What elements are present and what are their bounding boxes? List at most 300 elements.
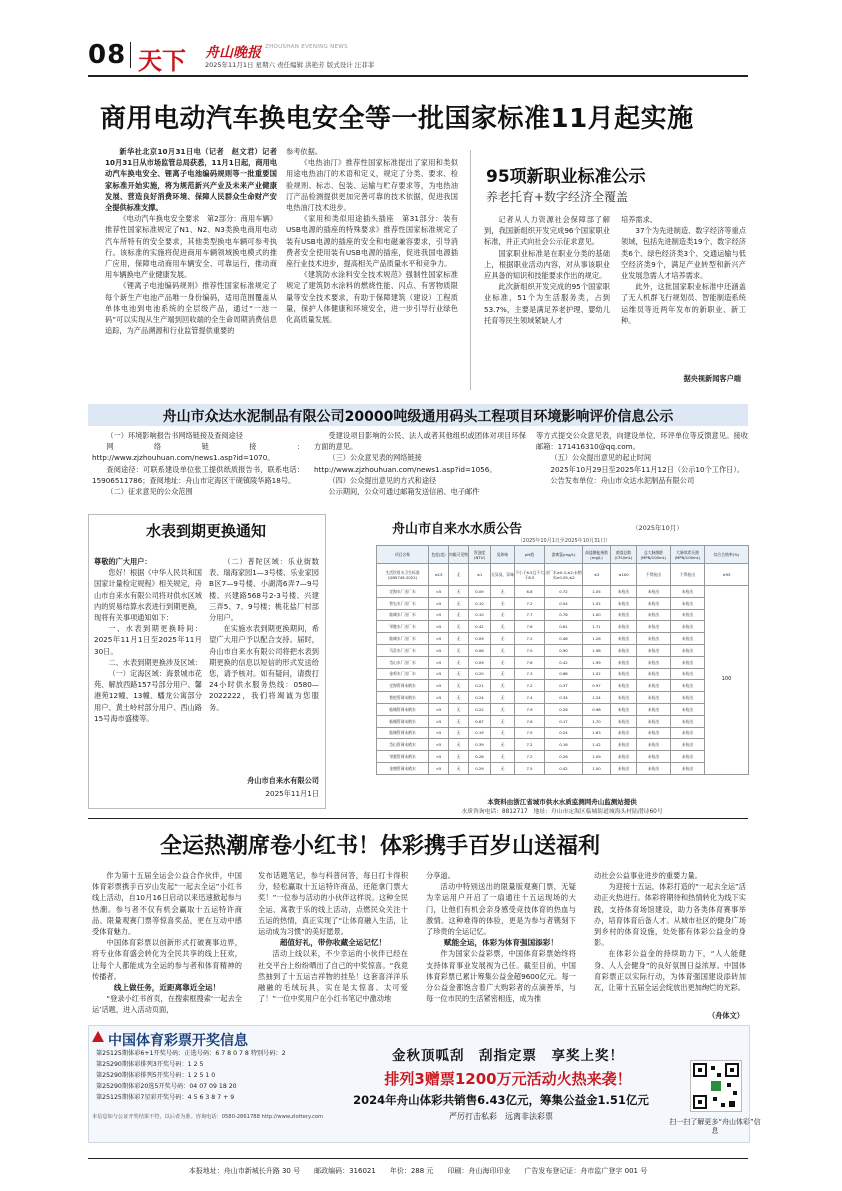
table-cell: 未检出 <box>671 680 705 692</box>
vocation-subtitle: 养老托育+数字经济全覆盖 <box>486 190 629 204</box>
paragraph: （二）征求意见的公众范围 <box>106 487 193 497</box>
table-header-cell: 大肠埃希氏菌(MPN/100mL) <box>671 546 705 564</box>
table-row <box>377 762 749 774</box>
table-cell: 临城水厂出厂水 <box>377 609 429 621</box>
table-cell: 无 <box>491 586 515 598</box>
paragraph <box>105 146 277 213</box>
sports-col3 <box>426 870 576 1020</box>
table-cell: 无 <box>491 621 515 633</box>
water-quality-table <box>376 545 749 775</box>
lottery-note: 本信息如与公证开奖结果不符，以后者为准。咨询电话：0580-2861788 http://www.zlottery.com <box>92 1114 324 1120</box>
paragraph: 2025年10月29日至2025年11月12日（公示10个工作日）。 <box>550 464 745 474</box>
table-cell: 1.00 <box>583 609 611 621</box>
table-cell: 0.42 <box>545 762 583 774</box>
notice-col3 <box>536 430 748 510</box>
table-cell: 未检出 <box>671 597 705 609</box>
paragraph: （二）普陀区域：乐业街数表、瑞海家园1—3号楼、乐业家园B区7—9号楼、小湖湾6弄7—9号楼、兴建路568号2-3号楼、兴建三弄5、7、9号楼；桃花盐厂村部分用户。 <box>209 557 319 623</box>
paragraph: 此外，这批国家职业标准中还涵盖了无人机群飞行规划员、智能制造系统运维员等近两年发布的新职业、新工种。 <box>621 282 746 325</box>
table-cell: 未检出 <box>671 586 705 598</box>
table-cell: 0.76 <box>545 609 583 621</box>
paragraph: 发布话题笔记，参与科普问答，每日打卡得积分，轻松赢取十五运特许商品，还能拿门票大奖！”一位参与活动的小伙伴这样说。这种全民全运、寓教于乐的线上活动，点燃民众关注十五运的热情，真正实现了“让体育融入生活，让运动成为习惯”的美好愿景。 <box>258 871 408 937</box>
table-cell: <5 <box>429 739 449 751</box>
table-cell: 未检出 <box>637 727 671 739</box>
table-cell: 未检出 <box>671 633 705 645</box>
paragraph: 国家职业标准是在职业分类的基础上，根据职业活动内容，对从事该职业应具备的知识和技能要求作出的规定。 <box>484 248 610 281</box>
table-cell: 0.46 <box>545 633 583 645</box>
table-cell: 无 <box>491 656 515 668</box>
paragraph-text: 新华社北京10月31日电（记者 赵文君）记者10月31日从市场监管总局获悉，11月1日起，商用电动汽车换电安全、锂离子电池编码规则等一批重要国家标准开始实施，将为规范新兴产业及未来产业健康发展、营造良好消费环境、保障人民群众生命财产安全提供标准支撑。 <box>105 147 277 213</box>
meter-col2 <box>209 556 319 776</box>
table-row <box>377 739 749 751</box>
promo-headline: 排列3赠票1200万元活动火热来袭！ <box>384 1070 632 1088</box>
table-cell: 未检出 <box>637 586 671 598</box>
table-cell: 7.2 <box>515 680 545 692</box>
table-cell: 定海水厂出厂水 <box>377 586 429 598</box>
table-cell: 0.42 <box>545 656 583 668</box>
table-cell: 未检出 <box>637 739 671 751</box>
paragraph: 查阅途径：可联系建设单位张工提供纸质报告书，联系电话：15906511786；查阅地址：舟山市定海区干砚镇陵华路18号。 <box>92 464 304 485</box>
standard-cell: 生活饮用水卫生标准(GB5749-2022) <box>377 564 429 586</box>
lottery-result-line: 第25290期体彩排列3开奖号码：1 2 5 <box>96 1061 204 1068</box>
table-cell: 0.72 <box>545 586 583 598</box>
water-quality-contact: 水质咨询电话：8812717 地址：舟山市定海区临城街道城海头村陆潜诗60号 <box>461 809 663 815</box>
paragraph: 《家用和类似用途插头插座 第31部分：装有USB电源的插座的特殊要求》推荐性国家标准规定了装有USB电源的插座的安全和电磁兼容要求，引导消费者安全使用装有USB电源的插座，促进我国电源插座行业技术进步，提高相关产品质量水平和竞争力。 <box>286 214 458 269</box>
table-cell: 未检出 <box>637 680 671 692</box>
table-cell: 普陀管网末梢水 <box>377 692 429 704</box>
table-cell: <5 <box>429 656 449 668</box>
table-cell: <5 <box>429 715 449 727</box>
table-cell: 未检出 <box>637 751 671 763</box>
table-cell: 未检出 <box>671 668 705 680</box>
lottery-result-line: 第25290期体彩排列5开奖号码：1 2 5 1 0 <box>96 1072 216 1079</box>
table-cell: 7.5 <box>515 762 545 774</box>
table-cell: <5 <box>429 680 449 692</box>
paragraph: 《电动汽车换电安全要求 第2部分：商用车辆》推荐性国家标准规定了N1、N2、N3类换电商用电动汽车所特有的安全要求，其他类型换电车辆可参考执行。该标准的实施将促进商用车辆领域换电模式的推广应用，保障电动商用车辆安全、可靠运行，推动商用车辆换电产业健康发展。 <box>105 214 277 280</box>
table-cell: 无 <box>449 751 469 763</box>
table-header-cell: 色度(度) <box>429 546 449 564</box>
table-row <box>377 656 749 668</box>
paragraph: 作为国家公益彩票，中国体育彩票始终将支持体育事业发展视为己任。截至目前，中国体育彩票已累计筹集公益金超9600亿元。每一分公益金都饱含着广大购彩者的点滴善举，与每一位市民的生活紧密相连，成为推 <box>426 949 576 1004</box>
table-cell: 0.98 <box>583 703 611 715</box>
meter-signer: 舟山市自来水有限公司 <box>247 776 319 785</box>
table-cell: 岱山水厂出厂水 <box>377 656 429 668</box>
subheading: 赋能全运，体彩为体育强国添彩！ <box>444 938 558 948</box>
table-cell: <5 <box>429 597 449 609</box>
water-quality-month: （2025年10月） <box>632 524 683 532</box>
paragraph: 中国体育彩票以创新形式打破赛事边界，将专业体育盛会转化为全民共享的线上狂欢，让每个人都能成为全运的参与者和体育精神的传播者。 <box>92 938 242 981</box>
vocation-col2 <box>621 214 746 372</box>
paragraph: 尊敬的广大用户： <box>94 557 152 566</box>
table-cell: 未检出 <box>611 597 637 609</box>
table-row <box>377 644 749 656</box>
table-cell: 7.2 <box>515 597 545 609</box>
table-row <box>377 680 749 692</box>
paragraph: （三）公众意见表的网络链接 <box>328 453 422 463</box>
table-cell: 未检出 <box>611 633 637 645</box>
table-cell: <5 <box>429 609 449 621</box>
table-cell: 0.67 <box>469 715 491 727</box>
footer-info: 本报地址：舟山市新城长升路 30 号 邮政编码：316021 年价：288 元 印刷：舟山海印印业 广告发布登记证：舟市监广登字 001 号 <box>188 1167 648 1175</box>
table-cell: 0.10 <box>469 609 491 621</box>
standard-cell: 不得检出 <box>671 564 705 586</box>
standard-cell: 不小于6.5且不大于8.5 <box>515 564 545 586</box>
standard-cell: ≤1 <box>469 564 491 586</box>
paragraph: （一）定海区域：海景城市花苑、解放西路157号部分用户、馨港苑12幢、13幢、蟠龙公寓部分用户、黄土岭村部分用户、西山路15号海市盛楼等。 <box>94 669 202 723</box>
paragraph: “登录小红书首页，在搜索框搜索‘一起去全运’话题，进入活动页面， <box>92 994 242 1015</box>
table-cell: 未检出 <box>637 692 671 704</box>
overall-rate-cell: 100 <box>705 586 749 775</box>
table-cell: 无 <box>491 692 515 704</box>
subheading: 线上做任务，近距离靠近全运！ <box>113 983 221 993</box>
vocation-headline: 95项新职业标准公示 <box>486 167 646 187</box>
table-cell: 未检出 <box>671 656 705 668</box>
table-cell: 未检出 <box>671 715 705 727</box>
table-cell: 7.2 <box>515 633 545 645</box>
page-number: 08 <box>88 40 127 70</box>
notice-banner <box>88 404 748 426</box>
notice-title: 舟山市众达水泥制品有限公司20000吨级通用码头工程项目环境影响评价信息公示 <box>162 409 674 425</box>
table-row <box>377 703 749 715</box>
table-row <box>377 621 749 633</box>
table-cell: 未检出 <box>671 762 705 774</box>
table-cell: 未检出 <box>637 668 671 680</box>
paragraph: 作为第十五届全运会公益合作伙伴，中国体育彩票携手百岁山发起“一起去全运”小红书线上活动，自10月16日启动以来迅速掀起参与热潮。参与者不仅有机会赢取十五运特许商品、限量观赛门票等惊喜奖品，更在互动中感受体育魅力。 <box>92 871 242 937</box>
table-cell: 0.10 <box>469 597 491 609</box>
table-cell: 1.09 <box>583 751 611 763</box>
qr-code-icon <box>690 1060 742 1112</box>
table-cell: 新城管网末梢水 <box>377 715 429 727</box>
table-cell: 7.6 <box>515 656 545 668</box>
table-cell: 马岙水厂出厂水 <box>377 644 429 656</box>
table-cell: 0.37 <box>545 680 583 692</box>
standard-cell: 无 <box>449 564 469 586</box>
paragraph: 在体彩公益金的持续助力下，“人人能健身、人人会健身”的良好氛围日益浓厚。中国体育彩票正以实际行动，为体育强国建设添砖加瓦，让第十五届全运会绽放出更加绚烂的光彩。 <box>594 949 746 993</box>
sports-source: （舟体文） <box>708 1011 744 1020</box>
table-cell: 未检出 <box>611 644 637 656</box>
table-cell: 无 <box>449 692 469 704</box>
table-row <box>377 586 749 598</box>
table-cell: <5 <box>429 668 449 680</box>
meter-col1 <box>94 556 202 802</box>
section-name: 天下 <box>138 47 186 75</box>
table-cell: 营屯水厂出厂水 <box>377 597 429 609</box>
table-cell: 未检出 <box>637 656 671 668</box>
table-cell: 临城水厂出厂水 <box>377 633 429 645</box>
table-cell: 0.26 <box>545 751 583 763</box>
table-header-cell: pH值 <box>515 546 545 564</box>
table-cell: 无 <box>491 727 515 739</box>
table-cell: 0.09 <box>469 656 491 668</box>
table-cell: 7.6 <box>515 715 545 727</box>
table-header-cell: 总大肠菌群(MPN/100mL) <box>637 546 671 564</box>
table-cell: 无 <box>491 597 515 609</box>
paragraph: 一、水表到期更换時间：2025年11月1日至2025年11月30日。 <box>94 624 202 656</box>
table-cell: 未检出 <box>611 586 637 598</box>
vocation-col1 <box>484 214 610 394</box>
promo-slogan: 金秋顶呱刮 刮指定票 享奖上奖！ <box>392 1048 624 1064</box>
table-cell: <5 <box>429 633 449 645</box>
table-cell: 临城管网末梢水 <box>377 727 429 739</box>
paragraph: 二、水表到期更换涉及区域： <box>108 657 202 667</box>
table-row <box>377 633 749 645</box>
table-cell: 未检出 <box>611 751 637 763</box>
table-cell: 无 <box>449 680 469 692</box>
table-cell: 无 <box>449 715 469 727</box>
table-body <box>377 564 749 775</box>
table-cell: 金鸡水厂出厂水 <box>377 668 429 680</box>
table-cell: 1.71 <box>583 621 611 633</box>
table-cell: 岑港水厂出厂水 <box>377 621 429 633</box>
lottery-result-line: 第25290期体彩20选5开奖号码：04 07 09 18 20 <box>96 1083 237 1090</box>
table-cell: 0.19 <box>469 727 491 739</box>
table-cell: 无 <box>449 633 469 645</box>
sports-col2 <box>258 870 408 1020</box>
table-cell: 无 <box>449 597 469 609</box>
standard-cell: ≥95 <box>705 564 749 586</box>
table-cell: <5 <box>429 644 449 656</box>
table-cell: 7.4 <box>515 692 545 704</box>
table-cell: 无 <box>449 621 469 633</box>
table-cell: 0.20 <box>469 668 491 680</box>
paragraph: （四）公众提出意见的方式和途径 <box>328 475 437 485</box>
table-cell: 无 <box>449 586 469 598</box>
table-cell: 无 <box>491 633 515 645</box>
table-header-cell: 菌落总数(CFU/mL) <box>611 546 637 564</box>
table-cell: 7.6 <box>515 621 545 633</box>
table-cell: 未检出 <box>671 703 705 715</box>
table-cell: 未检出 <box>671 692 705 704</box>
table-cell: 0.17 <box>545 715 583 727</box>
paragraph: 37个为先进制造、数字经济等重点领域，包括先进制造类19个、数字经济类6个、绿色经济类3个、交通运输与低空经济类9个，满足产业转型和新兴产业发展急需人才培养需求。 <box>621 226 746 281</box>
table-cell: 0.09 <box>469 633 491 645</box>
table-header-cell: 浑浊度(NTU) <box>469 546 491 564</box>
table-cell: 未检出 <box>637 703 671 715</box>
sports-headline: 全运热潮席卷小红书！体彩携手百岁山送福利 <box>160 834 601 859</box>
table-cell: 7.2 <box>515 751 545 763</box>
table-row <box>377 609 749 621</box>
paragraph: （一）环境影响报告书网络链接及查阅途径 <box>106 431 243 440</box>
table-cell: 无 <box>449 727 469 739</box>
table-cell: 无 <box>449 656 469 668</box>
table-row <box>377 751 749 763</box>
paragraph: 公告发布单位：舟山市众达水泥制品有限公司 <box>550 475 695 485</box>
table-cell: 未检出 <box>637 762 671 774</box>
table-cell: 1.05 <box>583 586 611 598</box>
table-cell: <5 <box>429 703 449 715</box>
table-cell: 0.61 <box>545 621 583 633</box>
table-cell: 1.99 <box>583 656 611 668</box>
table-header-cell: 肉眼可见物 <box>449 546 469 564</box>
table-cell: 无 <box>449 644 469 656</box>
table-cell: 1.70 <box>583 715 611 727</box>
table-cell: 未检出 <box>637 715 671 727</box>
paragraph: 网 络 链 接 ：http://www.zjzhouhuan.com/news1.asp?id=1070。 <box>92 442 304 463</box>
table-cell: 1.63 <box>583 727 611 739</box>
meter-date: 2025年11月1日 <box>265 789 319 798</box>
table-cell: 未检出 <box>671 751 705 763</box>
standard-cell: 无异臭、异味 <box>491 564 515 586</box>
paragraph: 为迎接十五运，体彩打造的“一起去全运”活动正火热进行。体彩将期待和热情转化为线下实践，支持体育场馆建设，助力各类体育赛事举办，培育体育后备人才。从城市社区的健身广场到乡村的体育设施，处处都有体彩公益金的身影。 <box>594 882 746 948</box>
table-cell: <5 <box>429 762 449 774</box>
table-cell: 无 <box>491 609 515 621</box>
table-cell: 未检出 <box>611 680 637 692</box>
table-cell: 0.97 <box>583 680 611 692</box>
table-cell: 无 <box>491 703 515 715</box>
lottery-result-line: 第25125期体彩6+1开奖号码：正选号码：6 7 8 0 7 8 特别号码：2 <box>96 1050 286 1057</box>
subheading: 超值好礼，带你收藏全运记忆！ <box>279 938 387 948</box>
table-cell: 岑港管网末梢水 <box>377 751 429 763</box>
table-cell: 7.7 <box>515 609 545 621</box>
table-cell: 定海管网末梢水 <box>377 680 429 692</box>
table-cell: 岱山管网末梢水 <box>377 739 429 751</box>
standard-cell: 不得检出 <box>637 564 671 586</box>
table-cell: 6.8 <box>515 586 545 598</box>
table-row <box>377 597 749 609</box>
paragraph: 《建筑防水涂料安全技术规范》强制性国家标准规定了建筑防水涂料的燃烧性能、闪点、有害物质限量等安全技术要求，有助于保障建筑（建设）工程质量，保护人体健康和环境安全，进一步引导行业绿色化高质量发展。 <box>286 270 458 325</box>
table-cell: <5 <box>429 621 449 633</box>
promo-warning: 严厉打击私彩 远离非法彩票 <box>449 1112 553 1121</box>
table-cell: 无 <box>449 739 469 751</box>
standard-cell: 出厂水≥0.3,≤2;末梢水≥0.05,≤2 <box>545 564 583 586</box>
table-cell: 未检出 <box>611 703 637 715</box>
table-cell: 1.58 <box>583 644 611 656</box>
table-cell: 未检出 <box>611 715 637 727</box>
main-headline: 商用电动汽车换电安全等一批国家标准11月起实施 <box>100 104 694 134</box>
sports-col4 <box>594 870 746 1010</box>
paragraph: 参考依据。 <box>286 147 322 156</box>
table-cell: 无 <box>491 739 515 751</box>
paragraph: 受建设项目影响的公民、法人或者其他组织或团体对项目环保方面的意见。 <box>314 431 526 452</box>
table-header-cell: 综合合格率(%) <box>705 546 749 564</box>
paragraph: 分享道。 <box>426 871 455 880</box>
table-cell: 未检出 <box>611 656 637 668</box>
table-cell: 0.22 <box>469 703 491 715</box>
water-quality-title: 舟山市自来水水质公告 <box>392 522 523 537</box>
table-cell: 未检出 <box>637 621 671 633</box>
table-cell: 未检出 <box>637 644 671 656</box>
table-cell: 未检出 <box>671 621 705 633</box>
table-cell: 7.9 <box>515 703 545 715</box>
table-cell: 0.28 <box>469 751 491 763</box>
table-cell: 未检出 <box>611 739 637 751</box>
table-row <box>377 715 749 727</box>
main-article-col2 <box>286 146 458 400</box>
table-cell: 无 <box>491 715 515 727</box>
table-cell: 未检出 <box>611 727 637 739</box>
sports-col1 <box>92 870 242 1020</box>
main-article-col1 <box>105 146 277 400</box>
standard-cell: ≤15 <box>429 564 449 586</box>
table-cell: 未检出 <box>671 739 705 751</box>
paragraph: 等方式提交公众意见表，向建设单位、环评单位等反馈意见。接收邮箱：171416310@qq.com。 <box>536 431 748 452</box>
notice-col1 <box>92 430 304 510</box>
table-cell: 1.24 <box>583 692 611 704</box>
table-cell: 无 <box>449 703 469 715</box>
table-header-row <box>377 546 749 564</box>
masthead-logo: 舟山晚报 <box>205 45 261 61</box>
paragraph: 《电热油汀》推荐性国家标准提出了家用和类似用途电热油汀的术语和定义，规定了分类、要求、检验规则、标志、包装、运输与贮存要求等，为电热油汀产品检测提供更加完善可靠的技术依据，促进我国电热油汀技术进步。 <box>286 158 458 213</box>
water-quality-period: （2025年10月1日至2025年10月31日） <box>517 538 611 544</box>
table-cell: 1.02 <box>583 668 611 680</box>
table-cell: <5 <box>429 586 449 598</box>
table-cell: 1.42 <box>583 739 611 751</box>
table-cell: 0.24 <box>545 727 583 739</box>
table-cell: 7.2 <box>515 739 545 751</box>
table-cell: 0.21 <box>469 680 491 692</box>
lottery-logo-icon <box>92 1031 104 1042</box>
header-rule <box>88 75 748 77</box>
table-cell: <5 <box>429 727 449 739</box>
table-cell: 0.16 <box>545 739 583 751</box>
table-header-cell: 高锰酸盐指数(mg/L) <box>583 546 611 564</box>
lottery-title: 中国体育彩票开奖信息 <box>108 1033 248 1049</box>
table-cell: 未检出 <box>671 644 705 656</box>
table-cell: 无 <box>449 668 469 680</box>
notice-col2 <box>314 430 526 510</box>
table-cell: 1.26 <box>583 633 611 645</box>
standard-cell: ≤100 <box>611 564 637 586</box>
qr-caption: 扫一扫了解更多“舟山体彩”信息 <box>669 1118 761 1135</box>
paragraph: 记者从人力资源社会保障部了解到，我国新组织开发完成96个国家职业标准，并正式向社会公示征求意见。 <box>484 215 610 247</box>
table-cell: 1.00 <box>583 762 611 774</box>
table-cell: 临城管网末梢水 <box>377 703 429 715</box>
paragraph: 活动上线以来，不少幸运的小伙伴已经在社交平台上纷纷晒出了自己的中奖惊喜。“我竟然抽到了十五运吉祥物的挂坠！这套喜洋洋乐融融的毛绒玩具，实在是太惊喜、太可爱了！”一位中奖用户在小红书笔记中激动地 <box>258 949 408 1004</box>
column-divider <box>470 150 471 390</box>
table-row <box>377 692 749 704</box>
table-cell: 无 <box>491 762 515 774</box>
paragraph: 动社会公益事业进步的重要力量。 <box>594 871 702 880</box>
table-cell: 7.3 <box>515 668 545 680</box>
table-cell: 无 <box>449 762 469 774</box>
table-cell: 未检出 <box>637 633 671 645</box>
table-cell: 未检出 <box>611 621 637 633</box>
table-header-cell: 项目名称 <box>377 546 429 564</box>
paragraph: （五）公众提出意见的起止时间 <box>550 453 652 463</box>
table-cell: 未检出 <box>611 762 637 774</box>
promo-sales: 2024年舟山体彩共销售6.43亿元，筹集公益金1.51亿元 <box>353 1093 649 1107</box>
table-cell: 未检出 <box>637 597 671 609</box>
table-cell: 无 <box>491 668 515 680</box>
table-cell: 0.24 <box>469 692 491 704</box>
table-cell: 无 <box>491 644 515 656</box>
table-cell: 0.29 <box>469 762 491 774</box>
table-cell: <5 <box>429 751 449 763</box>
section-rule <box>88 818 748 819</box>
paragraph: 活动中特别送出的限量版观赛门票，无疑为幸运用户开启了一扇通往十五运现场的大门，让他们有机会亲身感受竞技体育的热血与激情。这种难得的体验，更是为参与者镌刻下了珍贵的全运记忆。 <box>426 882 576 937</box>
table-standard-row <box>377 564 749 586</box>
paragraph: 公示期间，公众可通过邮箱发送信函、电子邮件 <box>328 487 480 497</box>
table-cell: 7.0 <box>515 644 545 656</box>
table-cell: 0.68 <box>545 668 583 680</box>
table-cell: 0.34 <box>545 692 583 704</box>
masthead-logo-en: ZHOUSHAN EVENING NEWS <box>265 44 348 50</box>
table-cell: 未检出 <box>671 727 705 739</box>
paragraph: 《锂离子电池编码规则》推荐性国家标准规定了每个新生产电池产品唯一身份编码，适用范围覆盖从单体电池到电池系统的全层级产品，通过“一池一码”可以实现从生产端到回收端的全生命周期消费信息追踪，为产品溯源和行业监管提供重要的 <box>105 281 277 336</box>
table-cell: 0.26 <box>545 703 583 715</box>
table-cell: 0.39 <box>469 739 491 751</box>
table-cell: 未检出 <box>671 609 705 621</box>
paragraph: 在实施水表到期更换期间，希望广大用户予以配合支持。届时，舟山市自来水有限公司将把水表到期更换的信息以短信的形式发送给您，请予核对。如有疑问，请拨打24小时供水服务热线：0580—2022222，我们将竭诚为您服务。 <box>209 624 319 712</box>
paragraph: 培养需求。 <box>621 215 657 224</box>
table-cell: 无 <box>449 609 469 621</box>
meter-notice-title: 水表到期更换通知 <box>145 522 266 540</box>
table-row <box>377 668 749 680</box>
table-cell: 7.5 <box>515 727 545 739</box>
table-cell: 无 <box>491 680 515 692</box>
table-cell: 0.06 <box>469 644 491 656</box>
water-quality-source: 本资料由浙江省城市供水水质监测网舟山监测站提供 <box>487 798 637 806</box>
table-header-cell: 游离氯(mg/L) <box>545 546 583 564</box>
